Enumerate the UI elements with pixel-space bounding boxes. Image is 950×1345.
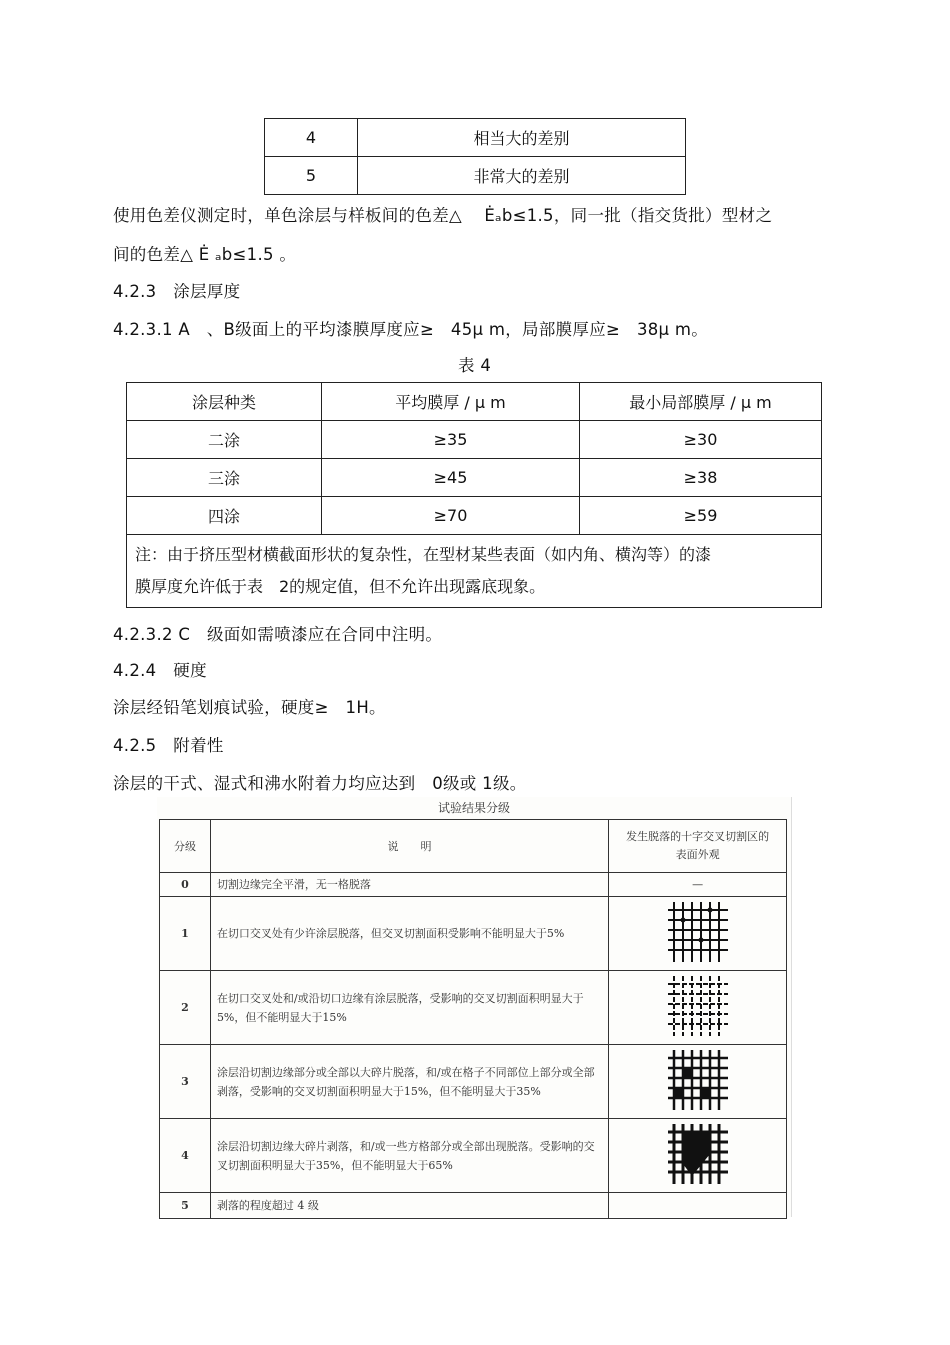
visual-cell: — (609, 873, 787, 897)
table4-caption: 表 4 (458, 356, 492, 375)
visual-cell (609, 897, 787, 971)
table-row (265, 157, 686, 195)
cell: ≥38 (580, 459, 822, 497)
grading-table-figure (157, 797, 792, 1217)
header-avg-thickness: 平均膜厚 / μ m (322, 383, 580, 421)
color-difference-table (264, 118, 686, 195)
crosshatch-grade4-icon (668, 1124, 728, 1184)
table4-coating-thickness (126, 382, 822, 608)
desc-cell: 剥落的程度超过 4 级 (210, 1193, 608, 1219)
table-row (160, 873, 787, 897)
table-row (127, 459, 822, 497)
visual-cell (609, 1193, 787, 1219)
grade-cell: 4 (160, 1119, 211, 1193)
cell: 三涂 (127, 459, 322, 497)
table-row (127, 421, 822, 459)
grade-cell: 5 (265, 157, 358, 195)
header-min-thickness: 最小局部膜厚 / μ m (580, 383, 822, 421)
paragraph-color-diff-2: 间的色差△ Ė ₐb≤1.5 。 (113, 245, 297, 264)
paragraph-4-2-3-1: 4.2.3.1 A 、B级面上的平均漆膜厚度应≥ 45μ m，局部膜厚应≥ 38μ m。 (113, 320, 709, 339)
heading-4-2-4: 4.2.4 硬度 (113, 661, 207, 680)
table-note-row (127, 535, 822, 608)
grading-title: 试验结果分级 (437, 801, 510, 815)
table-row (160, 971, 787, 1045)
grade-cell: 1 (160, 897, 211, 971)
table-row (265, 119, 686, 157)
table-row (160, 1045, 787, 1119)
cell: ≥70 (322, 497, 580, 535)
header-grade: 分级 (160, 820, 211, 873)
crosshatch-grade2-icon (668, 976, 728, 1036)
note-line-1: 注：由于挤压型材横截面形状的复杂性，在型材某些表面（如内角、横沟等）的漆 (135, 545, 712, 564)
desc-cell: 非常大的差别 (358, 157, 686, 195)
cell: ≥45 (322, 459, 580, 497)
table-header-row (127, 383, 822, 421)
grade-cell: 4 (265, 119, 358, 157)
paragraph-adhesion: 涂层的干式、湿式和沸水附着力均应达到 0级或 1级。 (113, 774, 527, 793)
desc-cell: 涂层沿切割边缘大碎片剥落，和/或一些方格部分或全部出现脱落。受影响的交叉切割面积明显大于35%，但不能明显大于65% (210, 1119, 608, 1193)
table-row (160, 1193, 787, 1219)
visual-cell (609, 971, 787, 1045)
paragraph-hardness: 涂层经铅笔划痕试验，硬度≥ 1H。 (113, 698, 386, 717)
cell: ≥35 (322, 421, 580, 459)
desc-cell: 切割边缘完全平滑，无一格脱落 (210, 873, 608, 897)
paragraph-color-diff-1: 使用色差仪测定时，单色涂层与样板间的色差△ Ėₐb≤1.5，同一批（指交货批）型材之 (113, 206, 773, 225)
cell: ≥30 (580, 421, 822, 459)
visual-cell (609, 1119, 787, 1193)
grade-cell: 5 (160, 1193, 211, 1219)
header-coating-type: 涂层种类 (127, 383, 322, 421)
table-header-row (160, 820, 787, 873)
desc-cell: 在切口交叉处和/或沿切口边缘有涂层脱落，受影响的交叉切割面积明显大于5%，但不能明显大于15% (210, 971, 608, 1045)
desc-cell: 相当大的差别 (358, 119, 686, 157)
table-row (160, 897, 787, 971)
crosshatch-grade1-icon (668, 902, 728, 962)
crosshatch-grade3-icon (668, 1050, 728, 1110)
grade-cell: 2 (160, 971, 211, 1045)
table-note (127, 535, 822, 608)
header-visual: 发生脱落的十字交叉切割区的表面外观 (609, 820, 787, 873)
desc-cell: 涂层沿切割边缘部分或全部以大碎片脱落，和/或在格子不同部位上部分或全部剥落，受影响的交叉切割面积明显大于15%，但不能明显大于35% (210, 1045, 608, 1119)
cell: 二涂 (127, 421, 322, 459)
cell: 四涂 (127, 497, 322, 535)
note-line-2: 膜厚度允许低于表 2的规定值，但不允许出现露底现象。 (135, 577, 546, 596)
grade-cell: 3 (160, 1045, 211, 1119)
grading-table (159, 819, 787, 1219)
desc-cell: 在切口交叉处有少许涂层脱落，但交叉切割面积受影响不能明显大于5% (210, 897, 608, 971)
paragraph-4-2-3-2: 4.2.3.2 C 级面如需喷漆应在合同中注明。 (113, 625, 443, 644)
table-row (160, 1119, 787, 1193)
table-row (127, 497, 822, 535)
heading-4-2-3: 4.2.3 涂层厚度 (113, 282, 241, 301)
header-desc: 说 明 (210, 820, 608, 873)
visual-cell (609, 1045, 787, 1119)
heading-4-2-5: 4.2.5 附着性 (113, 736, 224, 755)
cell: ≥59 (580, 497, 822, 535)
grade-cell: 0 (160, 873, 211, 897)
